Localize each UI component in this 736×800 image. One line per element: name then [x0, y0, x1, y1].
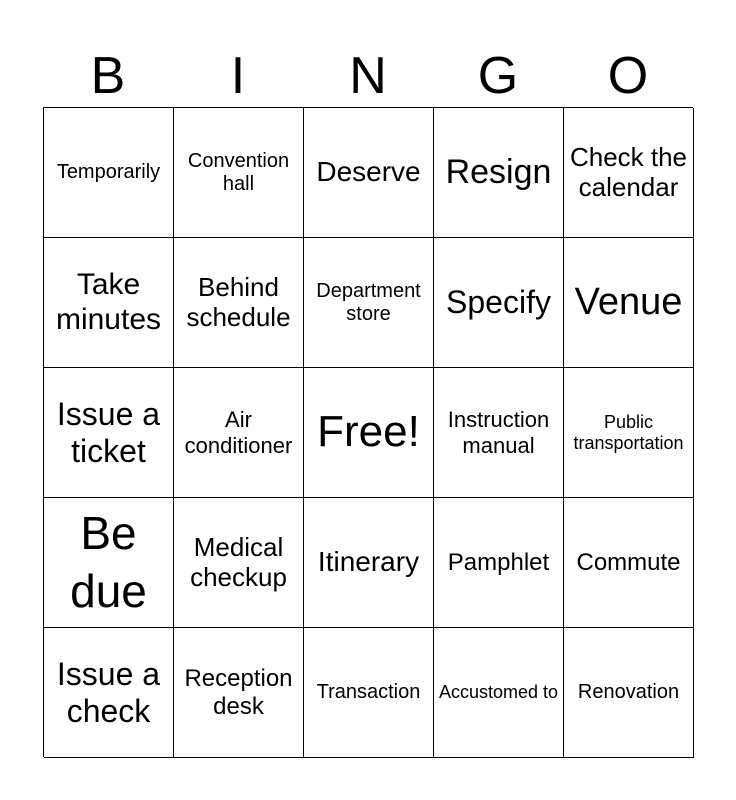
- cell-text: Renovation: [577, 681, 680, 703]
- cell-text: Transaction: [316, 681, 421, 703]
- cell-text: Take minutes: [55, 268, 162, 336]
- cell-text: Specify: [446, 284, 551, 321]
- bingo-cell-r0-c1[interactable]: [174, 108, 304, 238]
- bingo-cell-r2-c3[interactable]: [434, 368, 564, 498]
- bingo-board: [43, 107, 693, 757]
- header-letter-i: I: [230, 47, 246, 105]
- bingo-cell-r1-c4[interactable]: [564, 238, 694, 368]
- bingo-cell-r1-c3[interactable]: [434, 238, 564, 368]
- bingo-cell-r0-c3[interactable]: [434, 108, 564, 238]
- bingo-cell-r0-c4[interactable]: [564, 108, 694, 238]
- cell-text: Issue a ticket: [56, 395, 161, 469]
- cell-text: Pamphlet: [447, 548, 550, 576]
- bingo-cell-r1-c1[interactable]: [174, 238, 304, 368]
- bingo-cell-r2-c4[interactable]: [564, 368, 694, 498]
- header-letter-n: N: [349, 47, 387, 105]
- bingo-cell-r2-c0[interactable]: [44, 368, 174, 498]
- cell-text: Venue: [574, 280, 683, 323]
- bingo-cell-r4-c2[interactable]: [304, 628, 434, 758]
- bingo-cell-r4-c4[interactable]: [564, 628, 694, 758]
- bingo-cell-r3-c2[interactable]: [304, 498, 434, 628]
- cell-text: Department store: [316, 279, 421, 325]
- header-letter-o: O: [607, 47, 649, 105]
- header-letter-b: B: [90, 47, 126, 105]
- bingo-cell-r3-c4[interactable]: [564, 498, 694, 628]
- free-space-text: Free!: [317, 407, 420, 457]
- cell-text: Be due: [70, 507, 147, 617]
- bingo-cell-r3-c1[interactable]: [174, 498, 304, 628]
- bingo-cell-r2-c1[interactable]: [174, 368, 304, 498]
- cell-text: Reception desk: [184, 664, 293, 720]
- header-letter-g: G: [477, 47, 519, 105]
- bingo-cell-r4-c1[interactable]: [174, 628, 304, 758]
- cell-text: Public transportation: [573, 411, 684, 453]
- cell-text: Air conditioner: [184, 407, 293, 458]
- bingo-cell-r0-c2[interactable]: [304, 108, 434, 238]
- cell-text: Medical checkup: [190, 531, 287, 592]
- bingo-cell-r0-c0[interactable]: [44, 108, 174, 238]
- cell-text: Accustomed to: [438, 682, 559, 703]
- cell-text: Itinerary: [317, 546, 420, 578]
- cell-text: Check the calendar: [569, 141, 688, 202]
- bingo-cell-r3-c0[interactable]: [44, 498, 174, 628]
- bingo-header: [43, 44, 693, 106]
- cell-text: Temporarily: [56, 161, 161, 183]
- cell-text: Resign: [445, 152, 552, 191]
- bingo-cell-r1-c0[interactable]: [44, 238, 174, 368]
- bingo-cell-r1-c2[interactable]: [304, 238, 434, 368]
- cell-text: Behind schedule: [186, 271, 291, 332]
- bingo-cell-r2-c2-free[interactable]: [304, 368, 434, 498]
- cell-text: Commute: [576, 548, 681, 576]
- bingo-cell-r4-c0[interactable]: [44, 628, 174, 758]
- bingo-cell-r3-c3[interactable]: [434, 498, 564, 628]
- cell-text: Instruction manual: [447, 407, 550, 458]
- cell-text: Issue a check: [56, 655, 161, 729]
- bingo-cell-r4-c3[interactable]: [434, 628, 564, 758]
- cell-text: Convention hall: [187, 149, 290, 195]
- cell-text: Deserve: [316, 156, 421, 188]
